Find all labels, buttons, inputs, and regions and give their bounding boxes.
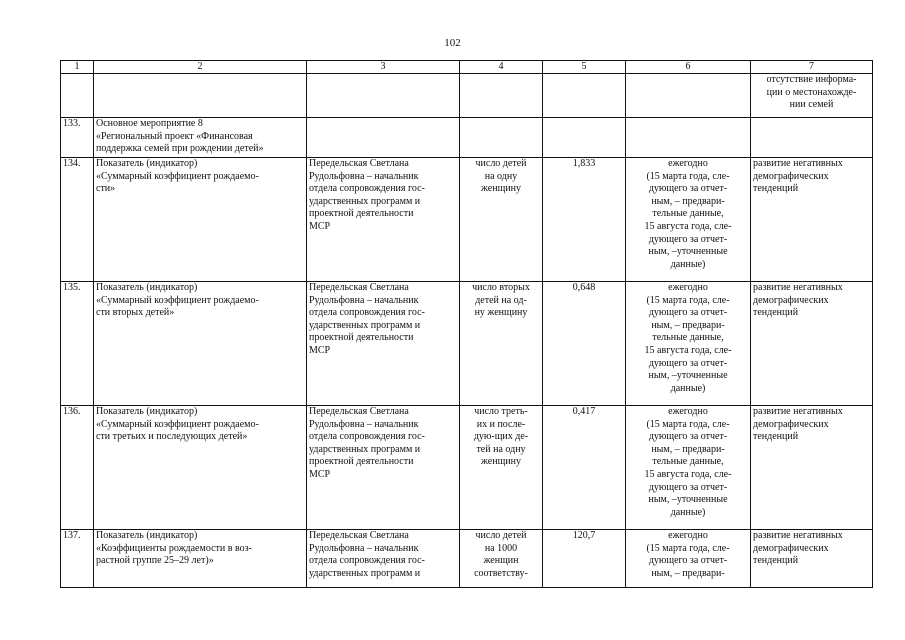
reporting-frequency-cell <box>626 406 751 530</box>
reporting-frequency-line: дующего за отчет- <box>648 307 728 319</box>
reporting-frequency-line: тельные данные, <box>652 332 724 344</box>
risk-note-line: тенденций <box>753 431 799 443</box>
responsible-person-line: ударственных программ и <box>309 195 421 207</box>
responsible-person-line: отдела сопровождения гос- <box>309 307 425 319</box>
responsible-person-line: Рудольфовна – начальник <box>309 418 419 430</box>
reporting-frequency-line: ным, – предвари- <box>651 195 725 207</box>
risk-note-cell <box>751 158 873 282</box>
reporting-frequency-line: ным, – предвари- <box>651 443 725 455</box>
reporting-frequency-line: 15 августа года, сле- <box>644 344 732 356</box>
column-header-7: 7 <box>751 61 873 74</box>
column-header-1: 1 <box>61 61 94 74</box>
responsible-person-line: Передельская Светлана <box>309 406 409 417</box>
reporting-frequency-line: дующего за отчет- <box>648 357 728 369</box>
risk-note-line: развитие негативных <box>753 282 843 293</box>
indicator-name-cell <box>94 406 307 530</box>
unit-of-measure-line: соответству- <box>474 567 528 579</box>
risk-note-line: демографических <box>753 542 829 554</box>
column-header-3: 3 <box>307 61 460 74</box>
risk-note-cell <box>751 282 873 406</box>
unit-of-measure-cell <box>460 74 543 118</box>
responsible-person-line: проектной деятельности <box>309 332 414 344</box>
risk-note-line: демографических <box>753 294 829 306</box>
indicator-name-cell <box>94 530 307 588</box>
unit-of-measure-line: число детей <box>475 158 527 169</box>
risk-note-line: нии семей <box>789 99 834 111</box>
indicator-name-line: сти» <box>96 183 116 195</box>
reporting-frequency-line: ным, – предвари- <box>651 319 725 331</box>
unit-of-measure-line: дую-щих де- <box>473 431 529 443</box>
row-number-cell: 137. <box>61 530 94 588</box>
responsible-person-cell <box>307 406 460 530</box>
risk-note-cell <box>751 406 873 530</box>
table-row <box>61 158 873 282</box>
responsible-person-line: Рудольфовна – начальник <box>309 542 419 554</box>
reporting-frequency-line: ным, –уточненные <box>648 494 728 506</box>
page-number: 102 <box>444 37 461 49</box>
table-row <box>61 282 873 406</box>
target-value-cell: 120,7 <box>543 530 626 588</box>
indicator-name-cell <box>94 118 307 158</box>
risk-note-cell <box>751 118 873 158</box>
table-row <box>61 118 873 158</box>
reporting-frequency-cell <box>626 282 751 406</box>
column-header-6: 6 <box>626 61 751 74</box>
column-header-2: 2 <box>94 61 307 74</box>
risk-note-line: развитие негативных <box>753 158 843 169</box>
responsible-person-cell <box>307 282 460 406</box>
responsible-person-cell <box>307 158 460 282</box>
reporting-frequency-line: данные) <box>670 258 706 270</box>
reporting-frequency-line: (15 марта года, сле- <box>646 418 730 430</box>
responsible-person-line: МСР <box>309 468 331 480</box>
reporting-frequency-cell <box>626 74 751 118</box>
row-number-cell: 133. <box>61 118 94 158</box>
responsible-person-cell <box>307 118 460 158</box>
indicator-name-cell <box>94 74 307 118</box>
reporting-frequency-line: ным, –уточненные <box>648 370 728 382</box>
indicator-name-line: Показатель (индикатор) <box>96 406 198 417</box>
indicator-name-line: «Суммарный коэффициент рождаемо- <box>96 294 259 306</box>
indicator-name-line: сти вторых детей» <box>96 307 175 319</box>
unit-of-measure-cell <box>460 530 543 588</box>
responsible-person-line: МСР <box>309 220 331 232</box>
indicator-name-cell <box>94 158 307 282</box>
risk-note-cell <box>751 530 873 588</box>
indicator-name-cell <box>94 282 307 406</box>
responsible-person-line: проектной деятельности <box>309 456 414 468</box>
table-row <box>61 74 873 118</box>
reporting-frequency-line: данные) <box>670 382 706 394</box>
indicator-name-line: «Суммарный коэффициент рождаемо- <box>96 170 259 182</box>
reporting-frequency-line: дующего за отчет- <box>648 233 728 245</box>
target-value-cell: 1,833 <box>543 158 626 282</box>
indicator-name-line: поддержка семей при рождении детей» <box>96 143 264 155</box>
reporting-frequency-line: дующего за отчет- <box>648 183 728 195</box>
unit-of-measure-line: их и после- <box>476 418 526 430</box>
risk-note-line: демографических <box>753 418 829 430</box>
reporting-frequency-line: (15 марта года, сле- <box>646 542 730 554</box>
responsible-person-cell <box>307 74 460 118</box>
indicator-name-line: сти третьих и последующих детей» <box>96 431 248 443</box>
reporting-frequency-line: ежегодно <box>668 406 708 417</box>
indicator-name-line: «Региональный проект «Финансовая <box>96 130 253 142</box>
reporting-frequency-line: ежегодно <box>668 282 708 293</box>
unit-of-measure-line: детей на од- <box>475 294 527 306</box>
responsible-person-cell <box>307 530 460 588</box>
reporting-frequency-line: 15 августа года, сле- <box>644 220 732 232</box>
indicators-table <box>60 60 873 588</box>
responsible-person-line: Передельская Светлана <box>309 158 409 169</box>
responsible-person-line: Рудольфовна – начальник <box>309 170 419 182</box>
reporting-frequency-line: ным, –уточненные <box>648 246 728 258</box>
indicator-name-line: растной группе 25–29 лет)» <box>96 555 214 567</box>
responsible-person-line: проектной деятельности <box>309 208 414 220</box>
table-row <box>61 530 873 588</box>
reporting-frequency-line: 15 августа года, сле- <box>644 468 732 480</box>
row-number-cell <box>61 74 94 118</box>
row-number-cell: 136. <box>61 406 94 530</box>
column-header-5: 5 <box>543 61 626 74</box>
unit-of-measure-line: на 1000 <box>484 542 518 554</box>
column-numbers-row <box>61 61 873 74</box>
risk-note-line: развитие негативных <box>753 406 843 417</box>
responsible-person-line: ударственных программ и <box>309 443 421 455</box>
unit-of-measure-cell <box>460 118 543 158</box>
table-body <box>61 61 873 588</box>
responsible-person-line: отдела сопровождения гос- <box>309 431 425 443</box>
target-value-cell <box>543 118 626 158</box>
unit-of-measure-line: женщину <box>481 456 521 468</box>
indicator-name-line: Показатель (индикатор) <box>96 282 198 293</box>
target-value-cell: 0,648 <box>543 282 626 406</box>
reporting-frequency-line: дующего за отчет- <box>648 555 728 567</box>
unit-of-measure-line: женщину <box>481 183 521 195</box>
unit-of-measure-cell <box>460 406 543 530</box>
row-number-cell: 135. <box>61 282 94 406</box>
risk-note-line: отсутствие информа- <box>766 74 857 85</box>
risk-note-line: тенденций <box>753 307 799 319</box>
reporting-frequency-line: (15 марта года, сле- <box>646 170 730 182</box>
indicator-name-line: «Коэффициенты рождаемости в воз- <box>96 542 252 554</box>
reporting-frequency-cell <box>626 118 751 158</box>
indicator-name-line: Показатель (индикатор) <box>96 530 198 541</box>
reporting-frequency-cell <box>626 530 751 588</box>
responsible-person-line: ударственных программ и <box>309 567 421 579</box>
row-number-cell: 134. <box>61 158 94 282</box>
unit-of-measure-line: женщин <box>483 555 519 567</box>
risk-note-line: тенденций <box>753 183 799 195</box>
indicator-name-line: Основное мероприятие 8 <box>96 118 203 129</box>
responsible-person-line: ударственных программ и <box>309 319 421 331</box>
unit-of-measure-line: ну женщину <box>474 307 528 319</box>
reporting-frequency-line: дующего за отчет- <box>648 481 728 493</box>
column-header-4: 4 <box>460 61 543 74</box>
unit-of-measure-line: число детей <box>475 530 527 541</box>
responsible-person-line: МСР <box>309 344 331 356</box>
reporting-frequency-line: ежегодно <box>668 158 708 169</box>
indicator-name-line: «Суммарный коэффициент рождаемо- <box>96 418 259 430</box>
reporting-frequency-line: дующего за отчет- <box>648 431 728 443</box>
risk-note-line: тенденций <box>753 555 799 567</box>
reporting-frequency-cell <box>626 158 751 282</box>
reporting-frequency-line: данные) <box>670 506 706 518</box>
responsible-person-line: отдела сопровождения гос- <box>309 183 425 195</box>
indicator-name-line: Показатель (индикатор) <box>96 158 198 169</box>
target-value-cell: 0,417 <box>543 406 626 530</box>
risk-note-line: ции о местонахожде- <box>766 86 857 98</box>
unit-of-measure-line: на одну <box>484 170 518 182</box>
table-row <box>61 406 873 530</box>
responsible-person-line: Передельская Светлана <box>309 530 409 541</box>
risk-note-line: развитие негативных <box>753 530 843 541</box>
unit-of-measure-cell <box>460 282 543 406</box>
reporting-frequency-line: ным, – предвари- <box>651 567 725 579</box>
unit-of-measure-cell <box>460 158 543 282</box>
risk-note-line: демографических <box>753 170 829 182</box>
responsible-person-line: Рудольфовна – начальник <box>309 294 419 306</box>
reporting-frequency-line: тельные данные, <box>652 208 724 220</box>
unit-of-measure-line: тей на одну <box>476 443 526 455</box>
unit-of-measure-line: число вторых <box>472 282 530 293</box>
target-value-cell <box>543 74 626 118</box>
reporting-frequency-line: (15 марта года, сле- <box>646 294 730 306</box>
unit-of-measure-line: число треть- <box>474 406 528 417</box>
responsible-person-line: отдела сопровождения гос- <box>309 555 425 567</box>
reporting-frequency-line: тельные данные, <box>652 456 724 468</box>
risk-note-cell <box>751 74 873 118</box>
reporting-frequency-line: ежегодно <box>668 530 708 541</box>
responsible-person-line: Передельская Светлана <box>309 282 409 293</box>
